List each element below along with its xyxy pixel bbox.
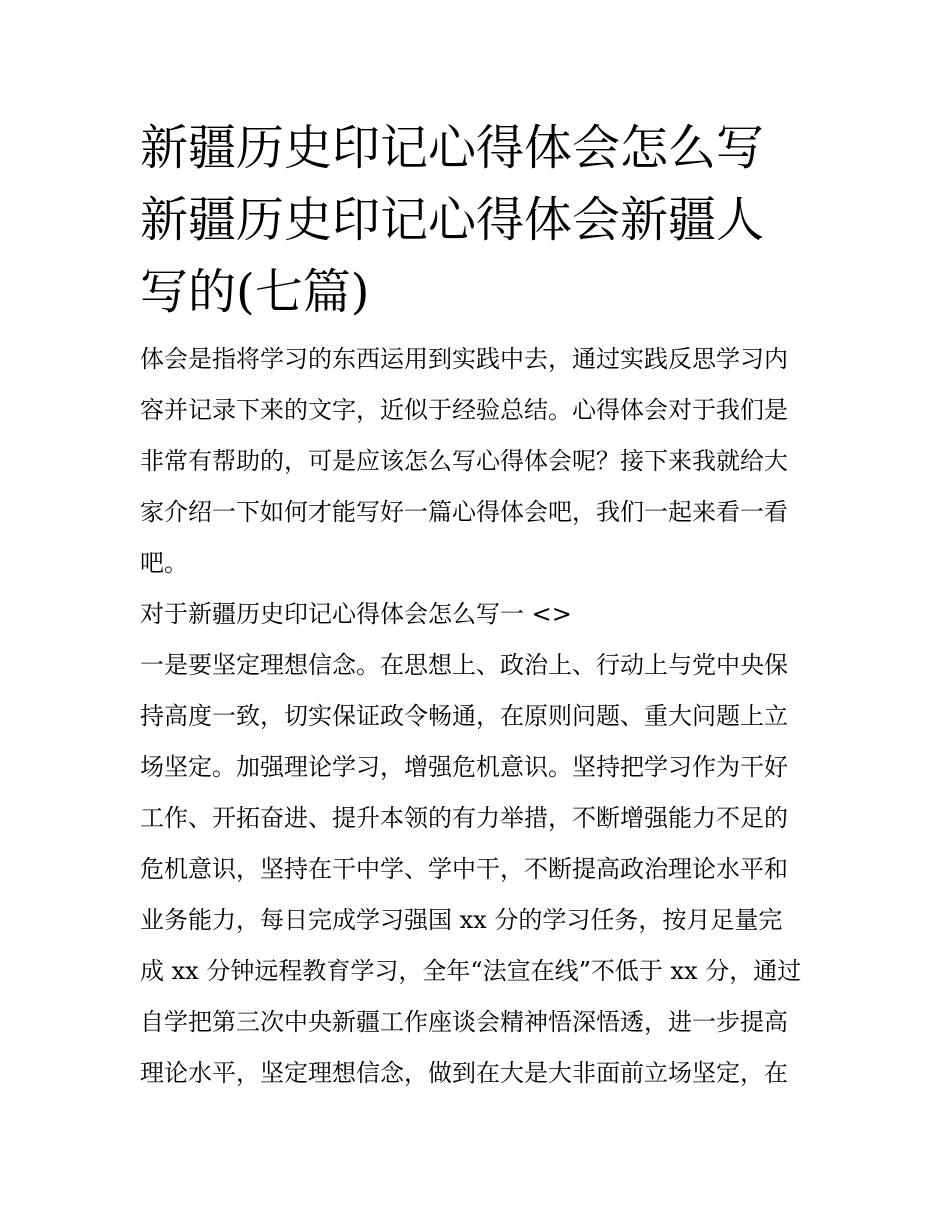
title-line: 新疆历史印记心得体会新疆人 (140, 192, 765, 248)
section-heading: 对于新疆历史印记心得体会怎么写一 <> (140, 600, 572, 628)
intro-paragraph (140, 334, 812, 589)
paragraph-line: 非常有帮助的，可是应该怎么写心得体会呢？接下来我就给大 (140, 447, 788, 475)
document-content (140, 112, 812, 1099)
paragraph-line: 场坚定。加强理论学习，增强危机意识。坚持把学习作为干好 (140, 753, 788, 781)
paragraph-line: 容并记录下来的文字，近似于经验总结。心得体会对于我们是 (140, 396, 788, 424)
title-line: 新疆历史印记心得体会怎么写 (140, 120, 765, 176)
section-paragraph (140, 640, 812, 1099)
paragraph-line: 体会是指将学习的东西运用到实践中去，通过实践反思学习内 (140, 345, 788, 373)
document-title (140, 112, 812, 328)
paragraph-line: 成 xx 分钟远程教育学习，全年“法宣在线”不低于 xx 分，通过 (140, 957, 802, 985)
paragraph-line: 一是要坚定理想信念。在思想上、政治上、行动上与党中央保 (140, 651, 788, 679)
paragraph-line: 理论水平，坚定理想信念，做到在大是大非面前立场坚定，在 (140, 1059, 788, 1087)
paragraph-line: 业务能力，每日完成学习强国 xx 分的学习任务，按月足量完 (140, 906, 783, 934)
paragraph-line: 吧。 (140, 549, 188, 577)
paragraph-line: 工作、开拓奋进、提升本领的有力举措，不断增强能力不足的 (140, 804, 788, 832)
title-line: 写的(七篇) (140, 264, 370, 320)
paragraph-line: 自学把第三次中央新疆工作座谈会精神悟深悟透，进一步提高 (140, 1008, 788, 1036)
paragraph-line: 家介绍一下如何才能写好一篇心得体会吧，我们一起来看一看 (140, 498, 788, 526)
paragraph-line: 持高度一致，切实保证政令畅通，在原则问题、重大问题上立 (140, 702, 788, 730)
paragraph-line: 危机意识，坚持在干中学、学中干，不断提高政治理论水平和 (140, 855, 788, 883)
